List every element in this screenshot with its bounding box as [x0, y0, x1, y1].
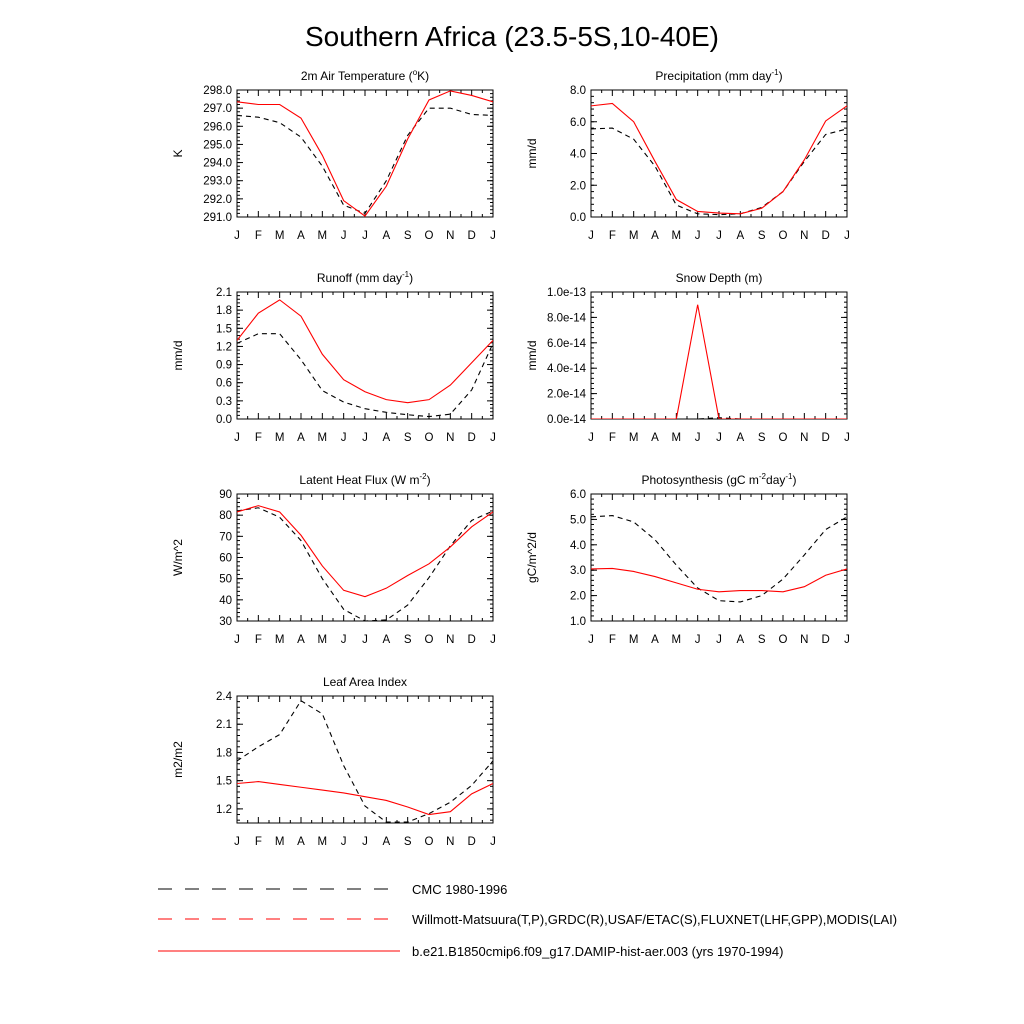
title-segment: ): [792, 473, 797, 487]
panel-title: [642, 472, 797, 487]
x-tick-label: J: [362, 432, 368, 444]
y-tick-label: 6.0: [570, 489, 586, 501]
y-tick-label: 40: [219, 594, 232, 607]
y-tick-label: 50: [219, 573, 232, 586]
title-segment: Leaf Area Index: [322, 675, 408, 689]
x-tick-label: M: [274, 230, 285, 242]
y-tick-label: 1.2: [216, 803, 232, 816]
x-tick-label: J: [716, 634, 722, 646]
obs-series-line: [237, 108, 493, 213]
panel-title: [317, 270, 413, 285]
x-tick-label: J: [588, 230, 594, 242]
y-tick-label: 2.1: [216, 719, 232, 732]
x-tick-label: J: [844, 634, 850, 646]
x-tick-label: M: [317, 432, 328, 444]
title-superscript: -1: [771, 68, 779, 77]
plot-frame: [591, 494, 847, 621]
x-tick-label: D: [467, 634, 476, 646]
x-tick-label: J: [694, 230, 701, 242]
x-tick-label: M: [317, 634, 328, 646]
y-tick-label: 5.0: [570, 514, 586, 527]
y-tick-label: 3.0: [570, 565, 586, 578]
legend-label-2: Willmott-Matsuura(T,P),GRDC(R),USAF/ETAC(S),FLUXNET(LHF,GPP),MODIS(LAI): [412, 912, 898, 927]
x-tick-label: S: [403, 432, 412, 444]
title-segment: day: [766, 473, 786, 487]
x-tick-label: J: [716, 432, 722, 444]
x-tick-label: M: [274, 836, 285, 848]
panel-title: [676, 271, 763, 285]
title-segment: ): [778, 69, 783, 83]
x-tick-label: O: [778, 634, 788, 646]
y-axis-label: W/m^2: [171, 539, 185, 576]
x-tick-label: J: [694, 634, 701, 646]
y-tick-label: 0.0: [216, 414, 232, 426]
x-tick-label: D: [467, 432, 476, 444]
plot-frame: [237, 494, 493, 621]
x-tick-label: J: [490, 230, 496, 242]
legend-label-1: CMC 1980-1996: [412, 882, 508, 897]
x-tick-label: F: [608, 230, 616, 242]
x-tick-label: M: [671, 230, 682, 242]
obs-series-line: [591, 516, 847, 602]
plot-frame: [237, 696, 493, 823]
panel-3: [171, 270, 496, 444]
plot-frame: [237, 292, 493, 419]
title-superscript: -1: [785, 472, 793, 481]
y-tick-label: 1.8: [216, 747, 232, 760]
x-tick-label: A: [297, 230, 305, 242]
title-superscript: -2: [758, 472, 767, 481]
x-tick-label: A: [382, 634, 391, 646]
x-tick-label: J: [340, 432, 347, 444]
plot-frame: [591, 90, 847, 217]
y-tick-label: 8.0: [570, 85, 586, 97]
x-tick-label: M: [274, 634, 285, 646]
panel-2: [525, 68, 850, 242]
y-tick-label: 4.0: [570, 148, 586, 161]
x-tick-label: D: [467, 230, 476, 242]
y-axis-label: mm/d: [525, 340, 539, 371]
x-tick-label: A: [736, 230, 745, 242]
x-tick-label: A: [736, 432, 745, 444]
x-tick-label: J: [588, 432, 594, 444]
panel-7: [171, 675, 496, 848]
y-axis-label: gC/m^2/d: [525, 532, 539, 583]
x-tick-label: J: [340, 634, 347, 646]
x-tick-label: S: [757, 230, 766, 242]
x-tick-label: N: [446, 230, 455, 242]
x-tick-label: A: [382, 836, 391, 848]
obs-series-line: [237, 334, 493, 417]
y-tick-label: 0.0: [570, 212, 586, 224]
x-tick-label: M: [274, 432, 285, 444]
y-tick-label: 70: [219, 531, 232, 544]
y-tick-label: 298.0: [203, 85, 232, 97]
main-title: Southern Africa (23.5-5S,10-40E): [304, 21, 720, 52]
x-tick-label: J: [362, 230, 368, 242]
title-segment: Runoff (mm day: [316, 271, 403, 285]
x-tick-label: J: [340, 230, 347, 242]
y-tick-label: 2.4: [216, 691, 232, 703]
model-series-line: [591, 103, 847, 213]
y-tick-label: 60: [219, 552, 232, 565]
x-tick-label: M: [628, 230, 639, 242]
panel-title: [301, 68, 429, 83]
x-tick-label: F: [254, 230, 262, 242]
y-tick-label: 2.0: [570, 590, 586, 603]
x-tick-label: M: [671, 634, 682, 646]
x-tick-label: S: [757, 432, 766, 444]
model-series-line: [237, 506, 493, 597]
model-series-line: [237, 782, 493, 815]
y-tick-label: 0.6: [216, 377, 232, 390]
x-tick-label: N: [800, 432, 809, 444]
title-segment: Latent Heat Flux (W m: [299, 473, 420, 487]
y-tick-label: 293.0: [203, 175, 232, 188]
obs-series-line: [237, 701, 493, 822]
x-tick-label: F: [608, 432, 616, 444]
x-tick-label: A: [651, 634, 659, 646]
x-tick-label: O: [778, 432, 788, 444]
model-series-line: [237, 91, 493, 216]
x-tick-label: J: [588, 634, 594, 646]
x-tick-label: J: [234, 836, 240, 848]
y-tick-label: 1.5: [216, 775, 232, 788]
title-superscript: o: [412, 68, 418, 77]
x-tick-label: F: [254, 836, 262, 848]
x-tick-label: J: [234, 634, 240, 646]
plot-frame: [237, 90, 493, 217]
y-tick-label: 296.0: [203, 121, 232, 134]
title-superscript: -1: [402, 270, 410, 279]
x-tick-label: S: [403, 634, 412, 646]
y-tick-label: 1.5: [216, 323, 232, 336]
y-tick-label: 4.0: [570, 539, 586, 552]
x-tick-label: A: [297, 836, 305, 848]
panel-4: [525, 271, 850, 444]
x-tick-label: A: [382, 432, 391, 444]
y-tick-label: 2.1: [216, 287, 232, 299]
y-tick-label: 291.0: [203, 212, 232, 224]
title-segment: K): [417, 69, 430, 83]
y-tick-label: 1.8: [216, 305, 232, 318]
y-tick-label: 8.0e-14: [546, 312, 586, 325]
x-tick-label: O: [424, 634, 434, 646]
panel-6: [525, 472, 850, 646]
y-tick-label: 0.9: [216, 359, 232, 372]
x-tick-label: A: [651, 230, 659, 242]
x-tick-label: J: [490, 634, 496, 646]
x-tick-label: J: [340, 836, 347, 848]
x-tick-label: J: [362, 836, 368, 848]
x-tick-label: A: [382, 230, 391, 242]
y-tick-label: 80: [219, 510, 232, 523]
x-tick-label: D: [821, 634, 830, 646]
x-tick-label: F: [254, 634, 262, 646]
y-tick-label: 295.0: [203, 139, 232, 152]
x-tick-label: M: [628, 634, 639, 646]
y-tick-label: 6.0: [570, 116, 586, 129]
x-tick-label: O: [778, 230, 788, 242]
y-tick-label: 292.0: [203, 193, 232, 206]
y-tick-label: 1.0e-13: [546, 287, 586, 299]
y-tick-label: 294.0: [203, 157, 232, 170]
model-series-line: [591, 568, 847, 591]
x-tick-label: A: [297, 432, 305, 444]
panel-title: [655, 68, 782, 83]
y-tick-label: 0.3: [216, 395, 232, 408]
x-tick-label: J: [234, 432, 240, 444]
y-axis-label: mm/d: [525, 138, 539, 169]
panel-1: [171, 68, 496, 242]
x-tick-label: D: [821, 230, 830, 242]
x-tick-label: D: [467, 836, 476, 848]
x-tick-label: J: [490, 836, 496, 848]
x-tick-label: M: [317, 836, 328, 848]
title-segment: Photosynthesis (gC m: [641, 473, 759, 487]
x-tick-label: F: [254, 432, 262, 444]
y-tick-label: 2.0e-14: [546, 388, 586, 401]
x-tick-label: J: [844, 432, 850, 444]
legend: [158, 882, 897, 959]
title-segment: Precipitation (mm day: [655, 69, 772, 83]
title-segment: 2m Air Temperature (: [300, 69, 413, 83]
obs-series-line: [237, 508, 493, 621]
y-tick-label: 90: [219, 489, 232, 501]
x-tick-label: N: [446, 432, 455, 444]
x-tick-label: J: [844, 230, 850, 242]
x-tick-label: O: [424, 230, 434, 242]
title-segment: ): [426, 473, 431, 487]
y-axis-label: K: [171, 149, 185, 158]
x-tick-label: J: [362, 634, 368, 646]
legend-label-3: b.e21.B1850cmip6.f09_g17.DAMIP-hist-aer.003 (yrs 1970-1994): [412, 944, 784, 959]
y-tick-label: 6.0e-14: [546, 337, 586, 350]
model-series-line: [237, 300, 493, 403]
x-tick-label: M: [317, 230, 328, 242]
model-series-line: [591, 305, 847, 419]
panel-title: [299, 472, 430, 487]
plot-frame: [591, 292, 847, 419]
x-tick-label: J: [716, 230, 722, 242]
y-tick-label: 1.0: [570, 616, 586, 628]
y-axis-label: mm/d: [171, 340, 185, 371]
x-tick-label: D: [821, 432, 830, 444]
x-tick-label: M: [628, 432, 639, 444]
panels: [171, 68, 850, 848]
x-tick-label: J: [490, 432, 496, 444]
x-tick-label: A: [651, 432, 659, 444]
y-tick-label: 30: [219, 616, 232, 628]
x-tick-label: N: [446, 634, 455, 646]
y-tick-label: 4.0e-14: [546, 363, 586, 376]
x-tick-label: N: [800, 634, 809, 646]
x-tick-label: O: [424, 836, 434, 848]
x-tick-label: S: [403, 836, 412, 848]
x-tick-label: O: [424, 432, 434, 444]
x-tick-label: N: [800, 230, 809, 242]
x-tick-label: M: [671, 432, 682, 444]
x-tick-label: N: [446, 836, 455, 848]
y-tick-label: 2.0: [570, 180, 586, 193]
x-tick-label: J: [694, 432, 701, 444]
y-tick-label: 297.0: [203, 103, 232, 116]
y-axis-label: m2/m2: [171, 741, 185, 778]
title-segment: ): [409, 271, 414, 285]
y-tick-label: 0.0e-14: [546, 414, 586, 426]
x-tick-label: A: [297, 634, 305, 646]
x-tick-label: S: [757, 634, 766, 646]
y-tick-label: 1.2: [216, 341, 232, 354]
x-tick-label: S: [403, 230, 412, 242]
x-tick-label: J: [234, 230, 240, 242]
x-tick-label: A: [736, 634, 745, 646]
title-superscript: -2: [419, 472, 427, 481]
x-tick-label: F: [608, 634, 616, 646]
title-segment: Snow Depth (m): [675, 271, 763, 285]
obs-series-line: [591, 128, 847, 215]
panel-5: [171, 472, 496, 646]
panel-title: [323, 675, 407, 689]
